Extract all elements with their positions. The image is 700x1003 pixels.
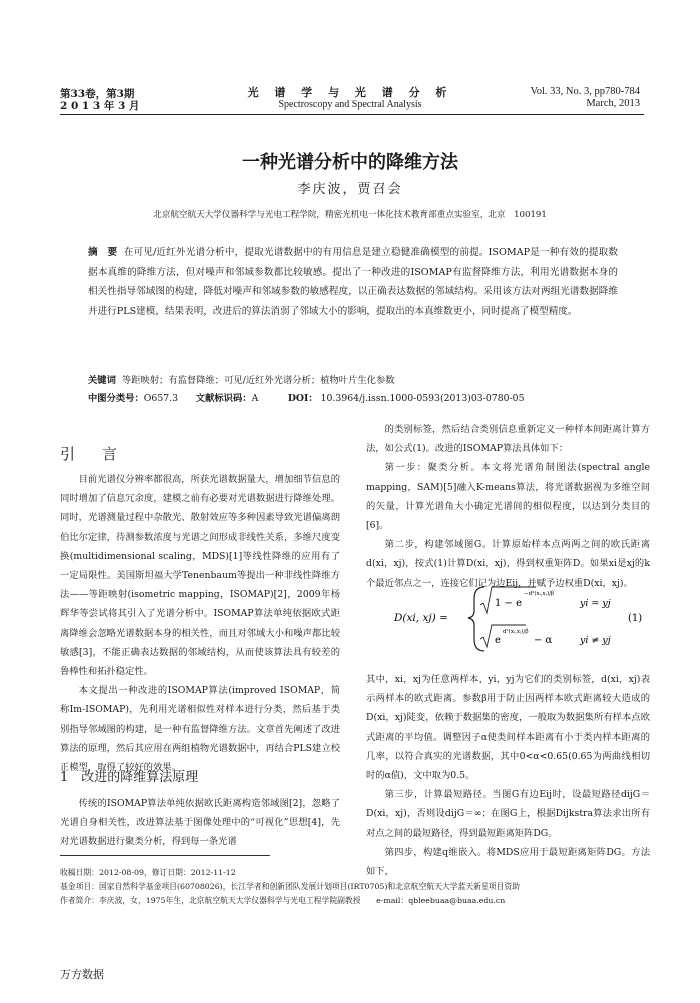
paper-title: 一种光谱分析中的降维方法 xyxy=(242,152,458,173)
month-en: March, 2013 xyxy=(586,98,640,109)
header-rule xyxy=(60,114,644,115)
doc-code-label: 文献标识码： xyxy=(195,393,252,404)
fund-info: 基金项目：国家自然科学基金项目(60708026)，长江学者和创新团队发展计划项目(IRT0705)和北京航空航天大学蓝天新星项目资助 xyxy=(60,882,520,891)
abstract xyxy=(88,243,618,321)
section-1-body xyxy=(60,794,340,852)
footnotes xyxy=(60,866,650,908)
formula-case2-exp: d²(xᵢ,xⱼ)/β xyxy=(503,629,529,635)
journal-title-en: Spectroscopy and Spectral Analysis xyxy=(278,99,422,110)
keywords-text: 等距映射；有监督降维；可见/近红外光谱分析；植物叶片生化参数 xyxy=(121,375,395,386)
classification xyxy=(88,390,618,404)
intro-body xyxy=(60,470,340,777)
formula-case2-cond: yi ≠ yj xyxy=(580,635,611,646)
formula-brace xyxy=(468,587,484,651)
method-intro-paragraph: 的类别标签，然后结合类别信息重新定义一种样本间距离计算方法，如公式(1)。改进的ISOMAP算法具体如下： xyxy=(366,424,650,455)
keywords xyxy=(88,372,618,386)
intro-paragraph: 目前光谱仪分辨率都很高，所获光谱数据量大，增加细节信息的同时增加了信息冗余度，建模之前有必要对光谱数据进行降维处理。同时，光谱测量过程中杂散光、散射效应等多种因素导致光谱偏离朗伯比尔定律，待测参数浓度与光谱之间形成非线性关系，多维尺度变换(multidimensional scaling，MDS)[1]等线性降维的应用有了一定局限性。美国斯坦福大学Tenenbaum等提出一种非线性降维方法——等距映射(isometric mapping，ISOMAP)[2]，2009年杨辉华等尝试将其引入了光谱分析中。ISOMAP算法单纯依据欧式距离降维会忽略光谱数据本身的相关性，而且对邻域大小和噪声都比较敏感[3]，不能正确表达数据的邻域结构，从而使该算法具有较差的鲁棒性和拓扑稳定性。 xyxy=(60,474,340,678)
section-1-heading: 1 改进的降维算法原理 xyxy=(60,770,199,785)
volume-info-en xyxy=(531,86,640,110)
paper-authors: 李庆波，贾召会 xyxy=(297,182,403,197)
footnote-rule xyxy=(60,855,270,856)
doi-value: 10.3964/j.issn.1000-0593(2013)03-0780-05 xyxy=(320,393,525,404)
formula-number: (1) xyxy=(628,613,643,624)
journal-name xyxy=(230,86,470,111)
formula-case1-exp: −d²(xᵢ,xⱼ)/β xyxy=(524,591,555,597)
formula-case2-alpha: − α xyxy=(534,635,553,646)
formula-explanation: 其中，xi，xj为任意两样本，yi，yj为它们的类别标签，d(xi，xj)表示两样本的欧式距离。参数β用于防止因两样本欧式距离较大造成的D(xi，xj)陡变，依赖于数据集的密度，一般取为数据集所有样本点欧式距离的平均值。调整因子α使类间样本距离有小于类内样本距离的几率，以符合真实的光谱数据，其中0<α<0.65(0.65为两曲线相切时的α值)，文中取为0.5。 xyxy=(366,674,650,782)
section-1-paragraph: 传统的ISOMAP算法单纯依据欧氏距离构造邻域图[2]，忽略了光谱自身相关性，改进算法基于图像处理中的“可视化”思想[4]，先对光谱数据进行聚类分析，得到每一条光谱 xyxy=(60,798,340,848)
formula-1-graphic xyxy=(366,573,656,663)
doc-code-value: A xyxy=(251,393,259,404)
doi-label: DOI： xyxy=(287,393,318,404)
abstract-text: 在可见/近红外光谱分析中，提取光谱数据中的有用信息是建立稳健准确模型的前提。ISOMAP是一种有效的提取数据本真维的降维方法，但对噪声和邻域参数都比较敏感。提出了一种改进的ISOMAP有监督降维方法，利用光谱数据本身的相关性指导邻域图的构建，降低对噪声和邻域参数的敏感程度，以正确表达数据的邻域结构。采用该方法对两组光谱数据降维并进行PLS建模，结果表明，改进后的算法消弱了邻域大小的影响，提取出的本真维数更小，同时提高了模型精度。 xyxy=(88,247,618,317)
volume-label: 第33卷，第3期 xyxy=(60,88,135,100)
formula-1 xyxy=(366,573,656,663)
intro-heading: 引 言 xyxy=(60,445,124,463)
step-2-paragraph: 第二步，构建邻域图G。计算原始样本点两两之间的欧氏距离d(xi，xj)，按式(1)计算D(xi，xj)，得到权重矩阵D。如果xi是xj的k个最近邻点之一，连接它们记为边Eij，并赋予边权重D(xi，xj)。 xyxy=(366,539,650,589)
keywords-label: 关键词 xyxy=(88,375,116,386)
formula-case1-expr: 1 − e xyxy=(495,598,523,609)
abstract-label: 摘 要 xyxy=(88,247,118,258)
formula-case1-cond: yi = yj xyxy=(580,598,611,609)
right-column-bottom xyxy=(366,670,650,881)
clc-value: O657.3 xyxy=(143,393,179,404)
author-bio: 作者简介：李庆波，女，1975年生，北京航空航天大学仪器科学与光电工程学院副教授 e-mail：qbleebuaa@buaa.edu.cn xyxy=(60,896,506,905)
date-label: 2 0 1 3 年 3 月 xyxy=(60,100,140,112)
intro-paragraph: 本文提出一种改进的ISOMAP算法(improved ISOMAP，简称Im-ISOMAP)，先利用光谱相似性对样本进行分类，然后基于类别指导邻域图的构建，是一种有监督降维方法。文章首先阐述了改进算法的原理，然后其应用在两组植物光谱数据中，再结合PLS建立校正模型，取得了较好的效果。 xyxy=(60,685,340,774)
watermark-text: 万方数据 xyxy=(60,968,104,981)
issue-info xyxy=(60,88,139,112)
paper-affiliation: 北京航空航天大学仪器科学与光电工程学院，精密光机电一体化技术教育部重点实验室，北京 100191 xyxy=(153,210,547,220)
clc-label: 中图分类号： xyxy=(88,393,144,404)
step-3-paragraph: 第三步，计算最短路径。当图G有边Eij时，设最短路径dijG＝D(xi，xj)，否则设dijG＝∞；在图G上，根据Dijkstra算法求出所有对点之间的最短路径，得到最短距离矩阵DG。 xyxy=(366,789,650,839)
received-date: 收稿日期：2012-08-09，修订日期：2012-11-12 xyxy=(60,868,236,877)
formula-case2-expr: e xyxy=(495,635,501,646)
right-column-top xyxy=(366,420,650,593)
formula-lhs: D(xi, xj) = xyxy=(394,612,448,624)
journal-title-cn: 光 谱 学 与 光 谱 分 析 xyxy=(247,86,453,99)
step-4-paragraph: 第四步，构建q维嵌入。将MDS应用于最短距离矩阵DG。方法如下， xyxy=(366,846,650,878)
step-1-paragraph: 第一步：聚类分析。本文将光谱角制图法(spectral angle mapping，SAM)[5]融入K-means算法，将光谱数据视为多维空间的矢量，计算光谱角大小确定光谱间的相似程度，以达到分类目的[6]。 xyxy=(366,462,650,532)
volume-en: Vol. 33, No. 3, pp780-784 xyxy=(530,86,640,97)
